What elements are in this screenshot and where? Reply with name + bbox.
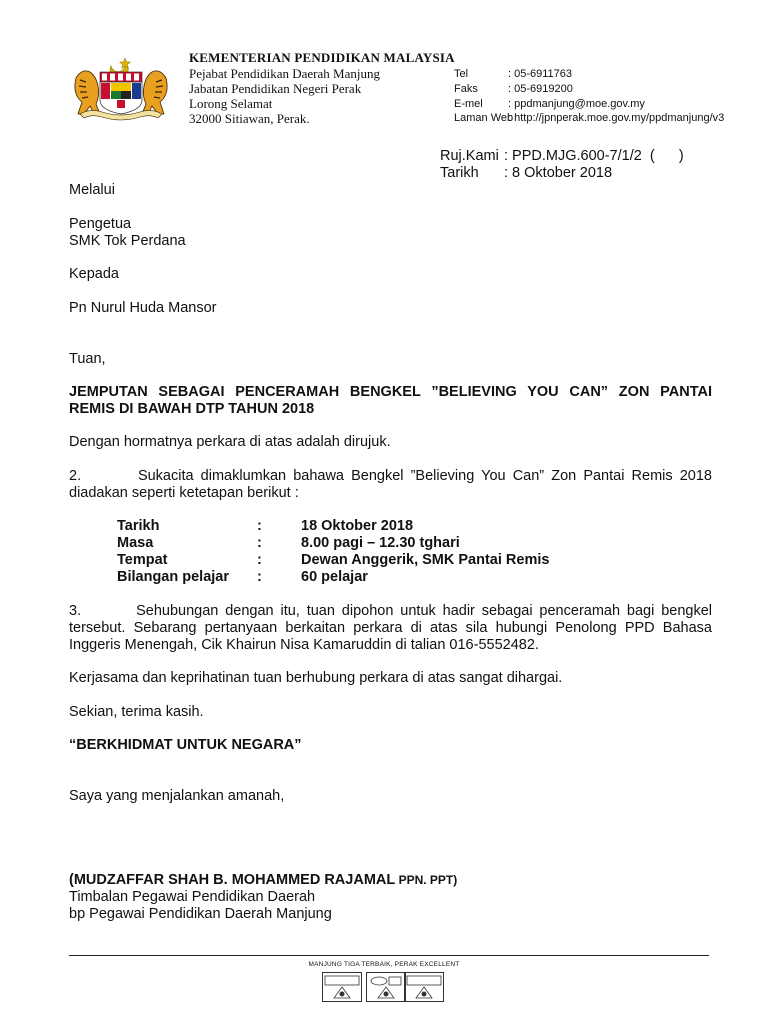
address-line-4: 32000 Sitiawan, Perak.	[189, 111, 310, 126]
paragraph-3-line-1: 3. Sehubungan dengan itu, tuan dipohon untuk hadir sebagai penceramah bagi bengkel	[69, 603, 712, 619]
website-label: Laman Web	[454, 112, 514, 124]
signatory-title-1: Timbalan Pegawai Pendidikan Daerah	[69, 889, 316, 905]
signatory-title-2: bp Pegawai Pendidikan Daerah Manjung	[69, 906, 332, 922]
footer-tagline: MANJUNG TIGA TERBAIK, PERAK EXCELLENT	[308, 961, 460, 968]
email-value: : ppdmanjung@moe.gov.my	[508, 98, 645, 110]
email-label: E-mel	[454, 98, 483, 110]
date-value: : 8 Oktober 2018	[504, 165, 613, 181]
detail-sep: :	[257, 518, 262, 534]
paragraph-3-line-3: Inggeris Menengah, Cik Khairun Nisa Kamaruddin di talian 016-5552482.	[69, 637, 539, 653]
tel-label: Tel	[454, 68, 469, 80]
fax-label: Faks	[454, 83, 478, 95]
subject-line-2: REMIS DI BAWAH DTP TAHUN 2018	[69, 401, 315, 417]
fax-value: : 05-6919200	[508, 83, 573, 95]
org-name: KEMENTERIAN PENDIDIKAN MALAYSIA	[189, 50, 455, 65]
address-line-3: Lorong Selamat	[189, 96, 273, 111]
detail-sep: :	[257, 552, 262, 568]
detail-value: 18 Oktober 2018	[301, 518, 414, 534]
detail-label: Tempat	[117, 552, 168, 568]
paragraph-1: Dengan hormatnya perkara di atas adalah dirujuk.	[69, 434, 391, 450]
tel-value: : 05-6911763	[508, 68, 573, 80]
to-name: Pn Nurul Huda Mansor	[69, 300, 217, 316]
address-line-2: Jabatan Pendidikan Negeri Perak	[189, 81, 362, 96]
cert-graphic	[405, 973, 443, 1001]
via-label: Melalui	[69, 182, 115, 198]
detail-label: Masa	[117, 535, 154, 551]
crest-logo	[68, 54, 174, 122]
paragraph-2-line-1: 2. Sukacita dimaklumkan bahawa Bengkel ”Believing You Can” Zon Pantai Remis 2018	[69, 468, 712, 484]
website-value: : http://jpnperak.moe.gov.my/ppdmanjung/v3	[508, 112, 725, 124]
iso-certification-mark-icon	[404, 972, 444, 1002]
signatory-honorific: PPN. PPT)	[395, 873, 458, 887]
detail-sep: :	[257, 535, 262, 551]
footer-divider	[69, 955, 709, 956]
paragraph-3-line-2: tersebut. Sebarang pertanyaan berkaitan perkara di atas sila hubungi Penolong PPD Bahasa	[69, 620, 712, 636]
detail-label: Tarikh	[117, 518, 160, 534]
ref-label: Ruj.Kami	[440, 148, 499, 164]
paragraph-2-line-2: diadakan seperti ketetapan berikut :	[69, 485, 299, 501]
subject-line-1: JEMPUTAN SEBAGAI PENCERAMAH BENGKEL ”BELIEVING YOU CAN” ZON PANTAI	[69, 384, 712, 400]
iso-certification-mark-icon	[322, 972, 362, 1002]
paragraph-4: Kerjasama dan keprihatinan tuan berhubung perkara di atas sangat dihargai.	[69, 670, 563, 686]
salutation: Tuan,	[69, 351, 106, 367]
detail-value: 8.00 pagi – 12.30 tghari	[301, 535, 460, 551]
address-line-1: Pejabat Pendidikan Daerah Manjung	[189, 66, 380, 81]
signatory-name-text: (MUDZAFFAR SHAH B. MOHAMMED RAJAMAL	[69, 872, 396, 888]
motto: “BERKHIDMAT UNTUK NEGARA”	[69, 737, 302, 753]
detail-value: Dewan Anggerik, SMK Pantai Remis	[301, 552, 550, 568]
ref-value: : PPD.MJG.600-7/1/2 ( )	[504, 148, 684, 164]
paragraph-5: Sekian, terima kasih.	[69, 704, 204, 720]
closing: Saya yang menjalankan amanah,	[69, 788, 285, 804]
to-label: Kepada	[69, 266, 119, 282]
date-label: Tarikh	[440, 165, 479, 181]
via-line-2: SMK Tok Perdana	[69, 233, 186, 249]
detail-sep: :	[257, 569, 262, 585]
signatory-name	[69, 872, 457, 889]
malaysia-coat-of-arms-icon	[68, 54, 174, 122]
detail-value: 60 pelajar	[301, 569, 368, 585]
cert-graphic	[323, 973, 361, 1001]
via-line-1: Pengetua	[69, 216, 132, 232]
detail-label: Bilangan pelajar	[117, 569, 230, 585]
iso-certification-mark-icon	[366, 972, 406, 1002]
cert-graphic	[367, 973, 405, 1001]
